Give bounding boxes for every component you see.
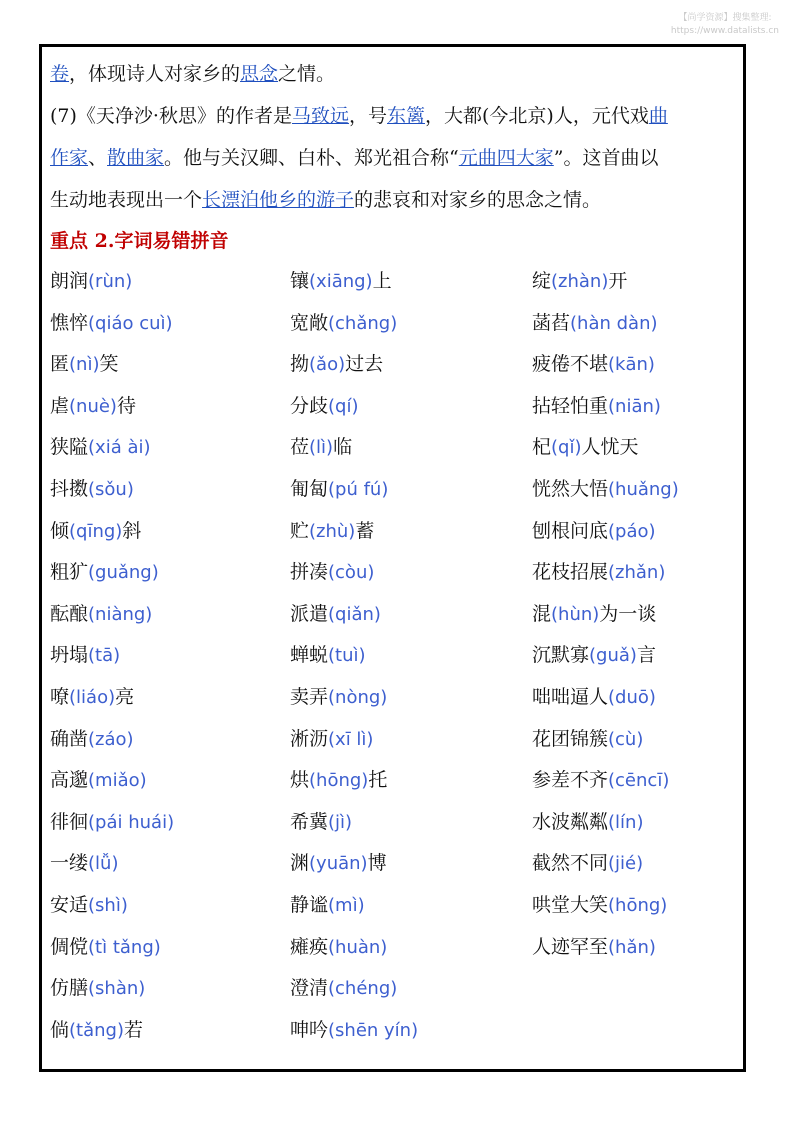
vocab-pinyin: (cēncī)	[608, 770, 670, 792]
vocab-pinyin: (huǎng)	[608, 478, 679, 500]
vocab-entry	[50, 802, 290, 844]
vocab-pinyin: (sǒu)	[88, 478, 134, 500]
vocab-entry	[532, 386, 740, 428]
vocab-pinyin: (pú fú)	[328, 478, 389, 500]
vocab-word: 虐	[50, 394, 70, 417]
vocab-word: 嘹	[50, 685, 70, 708]
vocab-word: 粗犷	[50, 561, 89, 584]
vocab-pinyin: (shàn)	[88, 978, 146, 1000]
vocab-word: 酝酿	[50, 602, 89, 625]
content-frame	[39, 44, 746, 1072]
vocab-word: 拼凑	[290, 561, 329, 584]
vocab-pinyin: (duō)	[608, 686, 656, 708]
vocab-word: 截然不同	[532, 852, 609, 875]
vocab-word: 刨根问底	[532, 519, 609, 542]
intro-line	[50, 179, 740, 221]
vocab-entry	[532, 760, 740, 802]
vocab-word: 烘	[290, 769, 310, 792]
vocab-pinyin: (liáo)	[69, 686, 116, 708]
vocab-word: 倘	[50, 1018, 70, 1041]
vocab-entry	[290, 552, 532, 594]
section-heading: 重点 2.字词易错拼音	[50, 230, 229, 252]
vocab-entry	[50, 511, 290, 553]
vocab-word: 花枝招展	[532, 561, 609, 584]
vocab-entry	[532, 927, 740, 969]
vocab-word: 分歧	[290, 394, 329, 417]
vocab-entry	[50, 344, 290, 386]
vocab-word: 匍匐	[290, 477, 329, 500]
vocab-entry	[290, 511, 532, 553]
vocab-word: 莅	[290, 436, 310, 459]
vocab-word: 徘徊	[50, 810, 89, 833]
text-segment: 、	[88, 147, 108, 169]
vocab-word-suffix: 开	[608, 270, 628, 292]
vocab-pinyin: (rùn)	[88, 271, 133, 292]
vocab-pinyin: (lín)	[608, 811, 644, 833]
keyword-underlined: 思念	[240, 63, 279, 85]
vocab-entry	[532, 261, 740, 303]
vocab-word: 淅沥	[290, 727, 329, 750]
vocab-word-suffix: 上	[372, 270, 392, 292]
vocab-word-suffix: 为一谈	[599, 602, 657, 625]
vocab-word-suffix: 过去	[345, 353, 384, 376]
keyword-underlined: 东篱	[387, 105, 426, 127]
keyword-underlined: 元曲四大家	[458, 147, 554, 169]
vocab-word: 派遣	[290, 602, 329, 625]
vocab-entry	[532, 843, 740, 885]
vocab-pinyin: (kān)	[608, 354, 655, 376]
vocab-word: 仿膳	[50, 977, 89, 1000]
vocab-entry	[290, 802, 532, 844]
vocab-entry	[290, 927, 532, 969]
vocab-word: 一缕	[50, 852, 89, 875]
keyword-underlined: 散曲家	[107, 147, 165, 169]
vocab-pinyin: (páo)	[608, 520, 656, 542]
vocab-pinyin: (qiǎn)	[328, 603, 381, 625]
vocab-word: 杞	[532, 436, 552, 459]
vocab-word: 坍塌	[50, 644, 89, 667]
vocab-word-suffix: 人忧天	[581, 436, 639, 459]
vocab-entry	[532, 594, 740, 636]
vocab-pinyin: (guǎng)	[88, 562, 159, 584]
vocab-pinyin: (nì)	[69, 354, 100, 376]
vocab-word: 拈轻怕重	[532, 394, 609, 417]
vocab-pinyin: (jié)	[608, 853, 644, 875]
vocab-entry	[50, 427, 290, 469]
vocab-word: 静谧	[290, 893, 329, 916]
vocab-entry	[50, 1010, 290, 1052]
vocab-entry	[290, 760, 532, 802]
vocab-word: 水波粼粼	[532, 810, 609, 833]
vocab-word: 安适	[50, 893, 89, 916]
vocab-pinyin: (yuān)	[309, 853, 368, 875]
vocab-entry	[50, 968, 290, 1010]
intro-line	[50, 53, 740, 95]
vocab-pinyin: (qǐ)	[551, 437, 582, 459]
vocab-word: 确凿	[50, 727, 89, 750]
vocab-pinyin: (còu)	[328, 562, 375, 584]
vocab-pinyin: (tā)	[88, 645, 121, 667]
vocab-word: 匿	[50, 353, 70, 376]
vocab-word-suffix: 斜	[122, 519, 142, 542]
vocab-word-suffix: 言	[636, 644, 656, 667]
vocab-pinyin: (xiá ài)	[88, 437, 151, 459]
vocab-pinyin: (nuè)	[69, 395, 117, 417]
vocab-entry	[290, 469, 532, 511]
vocab-word: 镶	[290, 270, 310, 292]
intro-line	[50, 95, 740, 137]
vocab-entry	[50, 469, 290, 511]
vocab-entry	[50, 719, 290, 761]
vocab-pinyin: (mì)	[328, 894, 365, 916]
vocab-pinyin: (hōng)	[608, 894, 668, 916]
vocab-column-2	[290, 261, 532, 1051]
vocab-word: 高邈	[50, 769, 89, 792]
vocab-pinyin: (tì tǎng)	[88, 936, 161, 958]
vocab-word-suffix: 托	[368, 769, 388, 792]
vocab-word: 蝉蜕	[290, 644, 329, 667]
vocab-word: 倾	[50, 519, 70, 542]
vocab-entry	[290, 885, 532, 927]
vocab-entry	[290, 677, 532, 719]
vocab-entry	[50, 677, 290, 719]
vocab-pinyin: (hōng)	[309, 770, 369, 792]
vocab-word: 哄堂大笑	[532, 893, 609, 916]
vocab-entry	[290, 843, 532, 885]
vocab-pinyin: (miǎo)	[88, 770, 147, 792]
vocab-word: 憔悴	[50, 311, 89, 334]
vocab-word: 倜傥	[50, 935, 89, 958]
vocab-entry	[50, 386, 290, 428]
vocab-entry	[532, 303, 740, 345]
vocab-pinyin: (hùn)	[551, 603, 600, 625]
vocab-word: 朗润	[50, 270, 89, 292]
vocab-word: 人迹罕至	[532, 935, 609, 958]
vocab-pinyin: (pái huái)	[88, 811, 175, 833]
vocab-pinyin: (lǚ)	[88, 853, 119, 875]
vocab-entry	[532, 635, 740, 677]
vocab-pinyin: (chǎng)	[328, 312, 398, 334]
vocab-word: 拗	[290, 353, 310, 376]
vocab-pinyin: (shì)	[88, 894, 128, 916]
vocab-word: 瘫痪	[290, 935, 329, 958]
vocab-word: 宽敞	[290, 311, 329, 334]
text-segment: 生动地表现出一个	[50, 189, 203, 211]
vocab-entry	[290, 261, 532, 303]
vocab-word-suffix: 若	[123, 1018, 143, 1041]
vocab-word-suffix: 博	[367, 852, 387, 875]
vocab-word: 混	[532, 602, 552, 625]
vocab-pinyin: (ǎo)	[309, 354, 346, 376]
vocab-column-3	[532, 261, 740, 1051]
vocab-pinyin: (lì)	[309, 437, 334, 459]
vocab-entry	[532, 427, 740, 469]
vocab-entry	[50, 760, 290, 802]
vocab-entry	[50, 303, 290, 345]
vocab-pinyin: (niàng)	[88, 603, 153, 625]
vocab-pinyin: (zhù)	[309, 520, 356, 542]
text-segment: 。他与关汉卿、白朴、郑光祖合称“	[164, 147, 459, 169]
text-segment: ，大都(今北京)人，元代戏	[425, 105, 649, 127]
vocab-entry	[290, 968, 532, 1010]
keyword-underlined: 作家	[50, 147, 89, 169]
vocab-pinyin: (tǎng)	[69, 1019, 124, 1041]
vocab-entry	[532, 511, 740, 553]
vocab-word: 希冀	[290, 810, 329, 833]
vocab-pinyin: (hàn dàn)	[570, 312, 658, 334]
vocab-pinyin: (qí)	[328, 395, 359, 417]
vocab-entry	[50, 635, 290, 677]
text-segment: ，号	[348, 105, 387, 127]
vocab-entry	[532, 677, 740, 719]
vocab-pinyin: (xī lì)	[328, 728, 374, 750]
vocab-entry	[290, 594, 532, 636]
vocab-word-suffix: 临	[333, 436, 353, 459]
vocab-word: 贮	[290, 519, 310, 542]
vocab-entry	[50, 885, 290, 927]
intro-line	[50, 137, 740, 179]
vocab-pinyin: (cù)	[608, 728, 644, 750]
vocab-pinyin: (huàn)	[328, 936, 388, 958]
watermark-line-2: https://www.datalists.cn	[670, 26, 779, 36]
text-segment: (7)《天净沙·秋思》的作者是	[50, 105, 292, 127]
vocab-word-suffix: 笑	[99, 353, 119, 376]
vocab-word: 呻吟	[290, 1018, 329, 1041]
vocab-entry	[50, 552, 290, 594]
text-segment: 之情。	[278, 63, 336, 85]
vocab-entry	[532, 469, 740, 511]
vocab-pinyin: (záo)	[88, 728, 134, 750]
vocab-word: 参差不齐	[532, 769, 609, 792]
vocab-pinyin: (niān)	[608, 395, 661, 417]
vocab-word: 渊	[290, 852, 310, 875]
vocab-pinyin: (qīng)	[69, 520, 123, 542]
vocab-grid	[50, 261, 740, 1051]
keyword-underlined: 马致远	[291, 105, 349, 127]
vocab-entry	[50, 594, 290, 636]
vocab-entry	[532, 719, 740, 761]
vocab-pinyin: (jì)	[328, 811, 353, 833]
vocab-pinyin: (zhǎn)	[608, 562, 666, 584]
vocab-pinyin: (hǎn)	[608, 936, 656, 958]
vocab-word: 卖弄	[290, 685, 329, 708]
vocab-pinyin: (zhàn)	[551, 271, 609, 292]
keyword-underlined: 曲	[648, 105, 668, 127]
vocab-word-suffix: 亮	[115, 685, 135, 708]
intro-paragraph	[50, 53, 740, 221]
vocab-pinyin: (qiáo cuì)	[88, 312, 173, 334]
vocab-entry	[532, 552, 740, 594]
vocab-word: 花团锦簇	[532, 727, 609, 750]
vocab-word: 绽	[532, 270, 552, 292]
vocab-word: 澄清	[290, 977, 329, 1000]
vocab-pinyin: (tuì)	[328, 645, 366, 667]
vocab-entry	[532, 344, 740, 386]
watermark-line-1: 【尚学资源】搜集整理:	[678, 13, 772, 23]
vocab-pinyin: (nòng)	[328, 686, 388, 708]
vocab-pinyin: (xiāng)	[309, 271, 373, 292]
vocab-pinyin: (shēn yín)	[328, 1019, 419, 1041]
vocab-word-suffix: 待	[116, 394, 136, 417]
text-segment: ”。这首曲以	[553, 147, 659, 169]
vocab-entry	[290, 719, 532, 761]
vocab-entry	[50, 843, 290, 885]
vocab-entry	[290, 386, 532, 428]
text-segment: 的悲哀和对家乡的思念之情。	[354, 189, 602, 211]
vocab-entry	[50, 261, 290, 303]
vocab-word: 狭隘	[50, 436, 89, 459]
vocab-entry	[532, 802, 740, 844]
vocab-word: 菡萏	[532, 311, 571, 334]
content	[50, 53, 740, 1051]
keyword-underlined: 长漂泊他乡的游子	[202, 189, 355, 211]
watermark	[671, 12, 779, 38]
vocab-entry	[50, 927, 290, 969]
vocab-entry	[290, 344, 532, 386]
vocab-entry	[290, 303, 532, 345]
vocab-entry	[290, 1010, 532, 1052]
keyword-underlined: 卷	[50, 63, 70, 85]
text-segment: ，体现诗人对家乡的	[69, 63, 241, 85]
vocab-word: 抖擞	[50, 477, 89, 500]
vocab-entry	[290, 635, 532, 677]
vocab-pinyin: (guǎ)	[589, 645, 637, 667]
vocab-word-suffix: 蓄	[355, 519, 375, 542]
vocab-word: 恍然大悟	[532, 477, 609, 500]
vocab-column-1	[50, 261, 290, 1051]
vocab-word: 疲倦不堪	[532, 353, 609, 376]
vocab-word: 咄咄逼人	[532, 685, 609, 708]
vocab-entry	[532, 885, 740, 927]
vocab-entry	[290, 427, 532, 469]
vocab-word: 沉默寡	[532, 644, 590, 667]
vocab-pinyin: (chéng)	[328, 978, 398, 1000]
